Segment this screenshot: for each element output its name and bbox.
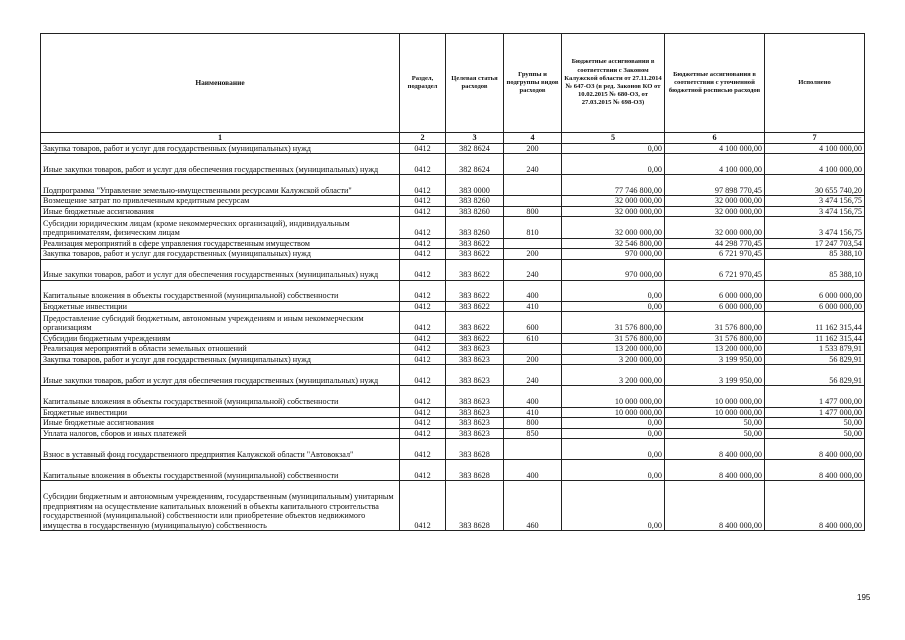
table-row <box>41 301 865 312</box>
row-executed: 30 655 740,20 <box>765 175 865 196</box>
row-expense-group: 400 <box>504 386 562 407</box>
row-budget-roll: 50,00 <box>665 428 765 439</box>
row-expense-group: 240 <box>504 259 562 280</box>
row-expense-group <box>504 238 562 249</box>
row-name: Бюджетные инвестиции <box>41 301 400 312</box>
row-budget-roll: 50,00 <box>665 418 765 429</box>
row-expense-group: 610 <box>504 333 562 344</box>
row-section: 0412 <box>400 249 446 260</box>
row-section: 0412 <box>400 386 446 407</box>
row-budget-roll: 8 400 000,00 <box>665 481 765 531</box>
row-budget-roll: 3 199 950,00 <box>665 354 765 365</box>
row-section: 0412 <box>400 365 446 386</box>
row-target-article: 383 8260 <box>446 196 504 207</box>
row-executed: 4 100 000,00 <box>765 154 865 175</box>
row-target-article: 383 8622 <box>446 280 504 301</box>
row-section: 0412 <box>400 418 446 429</box>
row-section: 0412 <box>400 481 446 531</box>
row-executed: 6 000 000,00 <box>765 301 865 312</box>
row-expense-group: 400 <box>504 280 562 301</box>
row-target-article: 383 8622 <box>446 238 504 249</box>
row-expense-group <box>504 439 562 460</box>
row-target-article: 383 8623 <box>446 407 504 418</box>
row-section: 0412 <box>400 154 446 175</box>
table-row <box>41 143 865 154</box>
row-law-allocation: 0,00 <box>562 154 665 175</box>
row-target-article: 382 8624 <box>446 154 504 175</box>
row-law-allocation: 0,00 <box>562 301 665 312</box>
row-target-article: 383 8622 <box>446 312 504 333</box>
row-target-article: 383 8623 <box>446 386 504 407</box>
column-number: 6 <box>665 133 765 144</box>
table-row <box>41 460 865 481</box>
row-law-allocation: 31 576 800,00 <box>562 312 665 333</box>
column-number: 2 <box>400 133 446 144</box>
row-law-allocation: 10 000 000,00 <box>562 386 665 407</box>
row-section: 0412 <box>400 143 446 154</box>
row-law-allocation: 77 746 800,00 <box>562 175 665 196</box>
column-number-row <box>41 133 865 144</box>
header-section: Раздел, подраздел <box>400 34 446 133</box>
row-name: Иные закупки товаров, работ и услуг для обеспечения государственных (муниципальных) нужд <box>41 365 400 386</box>
row-executed: 8 400 000,00 <box>765 460 865 481</box>
row-budget-roll: 44 298 770,45 <box>665 238 765 249</box>
row-budget-roll: 32 000 000,00 <box>665 196 765 207</box>
table-row <box>41 238 865 249</box>
row-name: Капитальные вложения в объекты государственной (муниципальной) собственности <box>41 460 400 481</box>
row-target-article: 383 0000 <box>446 175 504 196</box>
row-law-allocation: 10 000 000,00 <box>562 407 665 418</box>
table-row <box>41 418 865 429</box>
table-row <box>41 386 865 407</box>
row-law-allocation: 0,00 <box>562 428 665 439</box>
row-target-article: 383 8623 <box>446 354 504 365</box>
row-name: Возмещение затрат по привлеченным кредитным ресурсам <box>41 196 400 207</box>
row-target-article: 383 8622 <box>446 301 504 312</box>
row-executed: 56 829,91 <box>765 354 865 365</box>
row-budget-roll: 6 000 000,00 <box>665 301 765 312</box>
row-name: Закупка товаров, работ и услуг для государственных (муниципальных) нужд <box>41 249 400 260</box>
row-target-article: 382 8624 <box>446 143 504 154</box>
page-number: 195 <box>857 593 871 602</box>
row-section: 0412 <box>400 280 446 301</box>
row-executed: 85 388,10 <box>765 249 865 260</box>
row-law-allocation: 32 546 800,00 <box>562 238 665 249</box>
table-row <box>41 280 865 301</box>
row-target-article: 383 8628 <box>446 460 504 481</box>
row-target-article: 383 8260 <box>446 206 504 217</box>
row-name: Капитальные вложения в объекты государственной (муниципальной) собственности <box>41 386 400 407</box>
row-executed: 3 474 156,75 <box>765 217 865 238</box>
row-section: 0412 <box>400 407 446 418</box>
row-budget-roll: 10 000 000,00 <box>665 386 765 407</box>
row-law-allocation: 3 200 000,00 <box>562 365 665 386</box>
row-expense-group: 410 <box>504 407 562 418</box>
row-budget-roll: 6 721 970,45 <box>665 249 765 260</box>
row-budget-roll: 6 721 970,45 <box>665 259 765 280</box>
row-law-allocation: 32 000 000,00 <box>562 206 665 217</box>
row-budget-roll: 8 400 000,00 <box>665 439 765 460</box>
table-row <box>41 439 865 460</box>
row-budget-roll: 13 200 000,00 <box>665 344 765 355</box>
row-expense-group: 410 <box>504 301 562 312</box>
table-row <box>41 217 865 238</box>
row-name: Субсидии бюджетным и автономным учреждениям, государственным (муниципальным) унитарным предприятиям на осуществление капитальных вложений в объекты капитального строительства государственной (муниципальной) собственности или приобретение объектов недвижимого имущества в государственную (муниципальную) собственность <box>41 481 400 531</box>
row-name: Реализация мероприятий в области земельных отношений <box>41 344 400 355</box>
row-section: 0412 <box>400 196 446 207</box>
row-budget-roll: 8 400 000,00 <box>665 460 765 481</box>
row-target-article: 383 8628 <box>446 481 504 531</box>
row-section: 0412 <box>400 175 446 196</box>
row-executed: 50,00 <box>765 418 865 429</box>
row-section: 0412 <box>400 312 446 333</box>
row-name: Капитальные вложения в объекты государственной (муниципальной) собственности <box>41 280 400 301</box>
row-expense-group: 400 <box>504 460 562 481</box>
header-row <box>41 34 865 133</box>
row-budget-roll: 10 000 000,00 <box>665 407 765 418</box>
row-name: Иные закупки товаров, работ и услуг для обеспечения государственных (муниципальных) нужд <box>41 259 400 280</box>
row-section: 0412 <box>400 460 446 481</box>
row-expense-group <box>504 344 562 355</box>
column-number: 4 <box>504 133 562 144</box>
row-target-article: 383 8622 <box>446 333 504 344</box>
row-name: Уплата налогов, сборов и иных платежей <box>41 428 400 439</box>
header-budget-roll: Бюджетные ассигнования в соответствии с уточненной бюджетной росписью расходов <box>665 34 765 133</box>
row-name: Закупка товаров, работ и услуг для государственных (муниципальных) нужд <box>41 354 400 365</box>
budget-table-sheet <box>40 33 864 531</box>
table-row <box>41 428 865 439</box>
row-expense-group: 200 <box>504 354 562 365</box>
row-law-allocation: 0,00 <box>562 460 665 481</box>
table-row <box>41 312 865 333</box>
row-expense-group: 800 <box>504 206 562 217</box>
column-number: 1 <box>41 133 400 144</box>
row-name: Субсидии бюджетным учреждениям <box>41 333 400 344</box>
table-row <box>41 365 865 386</box>
row-law-allocation: 0,00 <box>562 280 665 301</box>
row-executed: 50,00 <box>765 428 865 439</box>
row-law-allocation: 970 000,00 <box>562 249 665 260</box>
table-row <box>41 259 865 280</box>
row-executed: 6 000 000,00 <box>765 280 865 301</box>
row-expense-group: 240 <box>504 154 562 175</box>
row-expense-group: 240 <box>504 365 562 386</box>
header-expense-group: Группы и подгруппы видов расходов <box>504 34 562 133</box>
row-executed: 17 247 703,54 <box>765 238 865 249</box>
row-law-allocation: 32 000 000,00 <box>562 217 665 238</box>
table-row <box>41 407 865 418</box>
row-section: 0412 <box>400 333 446 344</box>
row-budget-roll: 31 576 800,00 <box>665 312 765 333</box>
row-expense-group: 800 <box>504 418 562 429</box>
row-target-article: 383 8623 <box>446 418 504 429</box>
row-section: 0412 <box>400 344 446 355</box>
row-executed: 3 474 156,75 <box>765 196 865 207</box>
row-budget-roll: 31 576 800,00 <box>665 333 765 344</box>
row-executed: 8 400 000,00 <box>765 439 865 460</box>
table-row <box>41 249 865 260</box>
row-expense-group: 850 <box>504 428 562 439</box>
table-row <box>41 481 865 531</box>
table-row <box>41 206 865 217</box>
row-law-allocation: 31 576 800,00 <box>562 333 665 344</box>
row-executed: 3 474 156,75 <box>765 206 865 217</box>
row-budget-roll: 97 898 770,45 <box>665 175 765 196</box>
row-section: 0412 <box>400 439 446 460</box>
row-name: Иные бюджетные ассигнования <box>41 418 400 429</box>
row-name: Бюджетные инвестиции <box>41 407 400 418</box>
header-name: Наименование <box>41 34 400 133</box>
row-section: 0412 <box>400 259 446 280</box>
row-expense-group: 200 <box>504 249 562 260</box>
row-name: Реализация мероприятий в сфере управления государственным имуществом <box>41 238 400 249</box>
row-executed: 85 388,10 <box>765 259 865 280</box>
row-name: Субсидии юридическим лицам (кроме некоммерческих организаций), индивидуальным предпринимателям, физическим лицам <box>41 217 400 238</box>
row-target-article: 383 8623 <box>446 344 504 355</box>
row-expense-group: 600 <box>504 312 562 333</box>
row-executed: 1 533 879,91 <box>765 344 865 355</box>
row-section: 0412 <box>400 301 446 312</box>
row-target-article: 383 8622 <box>446 259 504 280</box>
row-target-article: 383 8623 <box>446 365 504 386</box>
row-expense-group: 200 <box>504 143 562 154</box>
row-budget-roll: 3 199 950,00 <box>665 365 765 386</box>
row-executed: 56 829,91 <box>765 365 865 386</box>
row-name: Иные бюджетные ассигнования <box>41 206 400 217</box>
row-executed: 1 477 000,00 <box>765 386 865 407</box>
row-name: Закупка товаров, работ и услуг для государственных (муниципальных) нужд <box>41 143 400 154</box>
row-law-allocation: 970 000,00 <box>562 259 665 280</box>
row-executed: 8 400 000,00 <box>765 481 865 531</box>
row-law-allocation: 13 200 000,00 <box>562 344 665 355</box>
row-law-allocation: 0,00 <box>562 481 665 531</box>
header-target-article: Целевая статья расходов <box>446 34 504 133</box>
budget-execution-table <box>40 33 865 531</box>
row-target-article: 383 8628 <box>446 439 504 460</box>
row-expense-group <box>504 175 562 196</box>
column-number: 7 <box>765 133 865 144</box>
row-section: 0412 <box>400 238 446 249</box>
row-target-article: 383 8260 <box>446 217 504 238</box>
row-section: 0412 <box>400 206 446 217</box>
row-expense-group <box>504 196 562 207</box>
header-executed: Исполнено <box>765 34 865 133</box>
row-section: 0412 <box>400 354 446 365</box>
row-name: Подпрограмма "Управление земельно-имущественными ресурсами Калужской области" <box>41 175 400 196</box>
row-law-allocation: 0,00 <box>562 418 665 429</box>
row-budget-roll: 4 100 000,00 <box>665 143 765 154</box>
row-budget-roll: 4 100 000,00 <box>665 154 765 175</box>
table-row <box>41 196 865 207</box>
column-number: 5 <box>562 133 665 144</box>
row-budget-roll: 32 000 000,00 <box>665 206 765 217</box>
row-law-allocation: 32 000 000,00 <box>562 196 665 207</box>
table-row <box>41 154 865 175</box>
row-target-article: 383 8623 <box>446 428 504 439</box>
table-row <box>41 333 865 344</box>
header-law-allocations: Бюджетные ассигнования в соответствии с Законом Калужской области от 27.11.2014 № 647-ОЗ (в ред. Законов КО от 10.02.2015 № 680-ОЗ, от 27.03.2015 № 698-ОЗ) <box>562 34 665 133</box>
row-name: Взнос в уставный фонд государственного предприятия Калужской области "Автовокзал" <box>41 439 400 460</box>
row-executed: 4 100 000,00 <box>765 143 865 154</box>
row-executed: 1 477 000,00 <box>765 407 865 418</box>
table-row <box>41 344 865 355</box>
row-law-allocation: 0,00 <box>562 143 665 154</box>
row-section: 0412 <box>400 428 446 439</box>
row-expense-group: 460 <box>504 481 562 531</box>
row-executed: 11 162 315,44 <box>765 333 865 344</box>
row-name: Иные закупки товаров, работ и услуг для обеспечения государственных (муниципальных) нужд <box>41 154 400 175</box>
row-budget-roll: 32 000 000,00 <box>665 217 765 238</box>
column-number: 3 <box>446 133 504 144</box>
table-row <box>41 175 865 196</box>
row-budget-roll: 6 000 000,00 <box>665 280 765 301</box>
row-name: Предоставление субсидий бюджетным, автономным учреждениям и иным некоммерческим организациям <box>41 312 400 333</box>
row-section: 0412 <box>400 217 446 238</box>
table-row <box>41 354 865 365</box>
row-executed: 11 162 315,44 <box>765 312 865 333</box>
row-law-allocation: 3 200 000,00 <box>562 354 665 365</box>
row-expense-group: 810 <box>504 217 562 238</box>
row-law-allocation: 0,00 <box>562 439 665 460</box>
row-target-article: 383 8622 <box>446 249 504 260</box>
